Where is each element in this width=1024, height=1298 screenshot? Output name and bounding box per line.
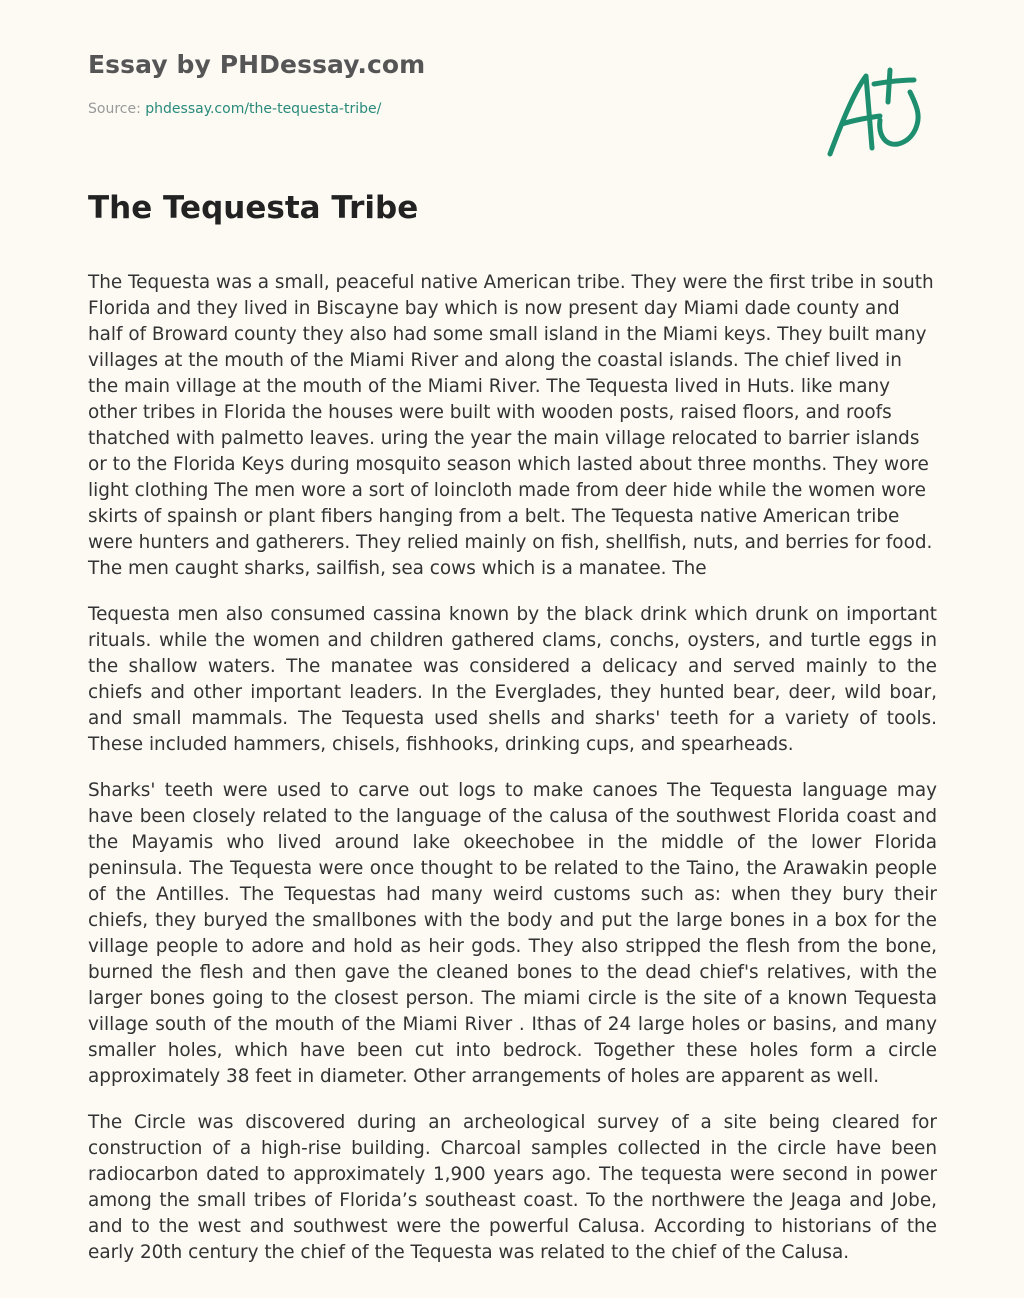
essay-paragraph: Sharks' teeth were used to carve out logs to make canoes The Tequesta language may have been closely related to the language of the calusa of the southwest Florida coast and the Mayamis who lived around lake okeechobee in the middle of the lower Florida peninsula. The Tequesta were once thought to be related to the Taino, the Arawakin people of the Antilles. The Tequestas had many weird customs such as: when they bury their chiefs, they buryed the smallbones with the body and put the large bones in a box for the village people to adore and hold as heir gods. They also stripped the flesh from the bone, burned the flesh and then gave the cleaned bones to the dead chief's relatives, with the larger bones going to the closest person. The miami circle is the site of a known Tequesta village south of the mouth of the Miami River . Ithas of 24 large holes or basins, and many smaller holes, which have been cut into bedrock. Together these holes form a circle approximately 38 feet in diameter. Other arrangements of holes are apparent as well. — [88, 780, 937, 1087]
logo-letter-a — [830, 76, 872, 154]
logo-plus-horizontal — [874, 80, 914, 84]
essay-paragraph: The Circle was discovered during an archeological survey of a site being cleared for construction of a high-rise building. Charcoal samples collected in the circle have been radiocarbon dated to approximately 1,900 years ago. The tequesta were second in power among the small tribes of Florida’s southeast coast. To the northwere the Jeaga and Jobe, and to the west and southwest were the powerful Calusa. According to historians of the early 20th century the chief of the Tequesta was related to the chief of the Calusa. — [88, 1112, 937, 1263]
source-line — [88, 101, 788, 117]
source-link[interactable]: phdessay.com/the-tequesta-tribe/ — [145, 101, 382, 117]
source-label: Source: — [88, 101, 141, 117]
essay-body — [88, 270, 937, 1263]
essay-header — [88, 50, 788, 117]
essay-paragraph: The Tequesta was a small, peaceful native American tribe. They were the first tribe in south Florida and they lived in Biscayne bay which is now present day Miami dade county and half of Broward county they also had some small island in the Miami keys. They built many villages at the mouth of the Miami River and along the coastal islands. The chief lived in the main village at the mouth of the Miami River. The Tequesta lived in Huts. like many other tribes in Florida the houses were built with wooden posts, raised floors, and roofs thatched with palmetto leaves. uring the year the main village relocated to barrier islands or to the Florida Keys during mosquito season which lasted about three months. They wore light clothing The men wore a sort of loincloth made from deer hide while the women wore skirts of spainsh or plant fibers hanging from a belt. The Tequesta native American tribe were hunters and gatherers. They relied mainly on fish, shellfish, nuts, and berries for food. The men caught sharks, sailfish, sea cows which is a manatee. The — [88, 272, 934, 579]
a-plus-logo-icon — [820, 62, 930, 162]
essay-paragraph: Tequesta men also consumed cassina known by the black drink which drunk on important rituals. while the women and children gathered clams, conchs, oysters, and turtle eggs in the shallow waters. The manatee was considered a delicacy and served mainly to the chiefs and other important leaders. In the Everglades, they hunted bear, deer, wild boar, and small mammals. The Tequesta used shells and sharks' teeth for a variety of tools. These included hammers, chisels, fishhooks, drinking cups, and spearheads. — [88, 604, 937, 755]
logo-letter-a-crossbar — [842, 116, 880, 124]
logo-plus-vertical — [888, 70, 890, 102]
essay-title: The Tequesta Tribe — [88, 190, 419, 226]
site-brand[interactable]: Essay by PHDessay.com — [88, 50, 426, 79]
logo-swoosh — [880, 92, 918, 144]
